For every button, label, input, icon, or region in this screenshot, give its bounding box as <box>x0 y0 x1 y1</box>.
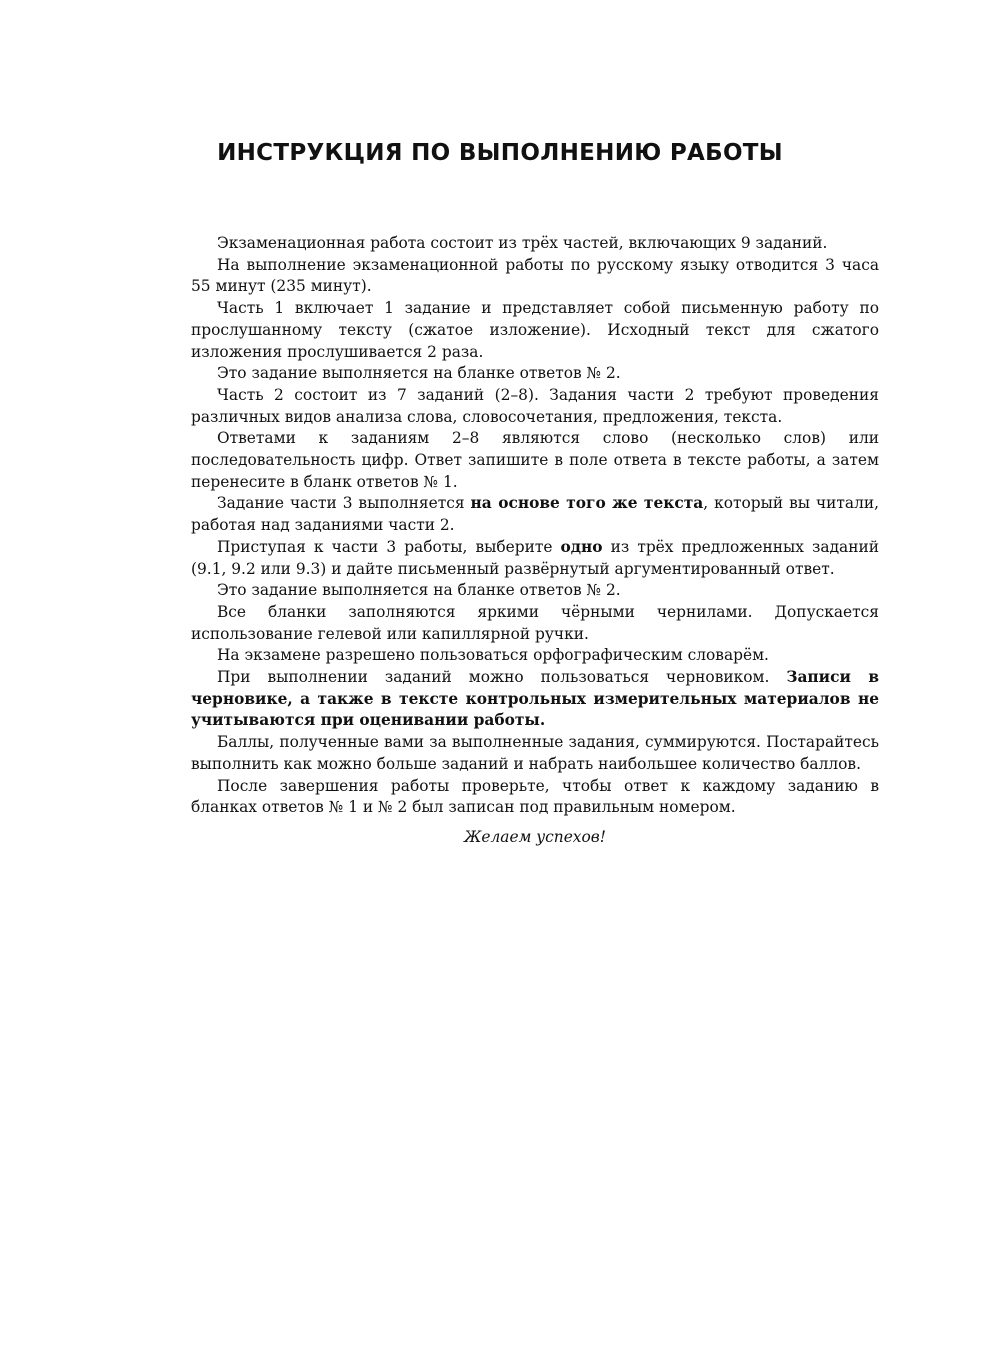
bold-text: одно <box>560 537 603 556</box>
text-segment: Приступая к части 3 работы, выберите <box>217 537 561 556</box>
text-segment: При выполнении заданий можно пользоваться черновиком. <box>217 668 787 687</box>
paragraph-check: После завершения работы проверьте, чтобы ответ к каждому заданию в бланках ответов № 1 и № 2 был записан под правильным номером. <box>191 776 879 817</box>
paragraph-ink: Все бланки заполняются яркими чёрными чернилами. Допускается использование гелевой или капиллярной ручки. <box>191 602 879 643</box>
bold-text: на основе того же текста <box>470 494 704 513</box>
paragraph-choose-task <box>191 537 879 580</box>
paragraph-scores: Баллы, полученные вами за выполненные задания, суммируются. Постарайтесь выполнить как можно больше заданий и набрать наибольшее количество баллов. <box>191 733 879 773</box>
text-segment: из трёх предложенных заданий (9.1, 9.2 или 9.3) и дайте письменный развёрнутый аргументированный ответ. <box>191 537 879 578</box>
paragraph-parts: Экзаменационная работа состоит из трёх частей, включающих 9 заданий. <box>217 234 828 252</box>
closing-wish: Желаем успехов! <box>464 827 606 846</box>
paragraph-time: На выполнение экзаменационной работы по русскому языку отводится 3 часа 55 минут (235 минут). <box>191 255 879 296</box>
paragraph-form-2-note-2: Это задание выполняется на бланке ответов № 2. <box>217 581 621 600</box>
text-segment: Задание части 3 выполняется <box>217 494 471 513</box>
paragraph-part-2: Часть 2 состоит из 7 заданий (2–8). Задания части 2 требуют проведения различных видов анализа слова, словосочетания, предложения, текста. <box>191 385 879 426</box>
paragraph-draft <box>191 667 879 732</box>
paragraph-part-1: Часть 1 включает 1 задание и представляет собой письменную работу по прослушанному тексту (сжатое изложение). Исходный текст для сжатого изложения прослушивается 2 раза. <box>191 299 879 361</box>
instructions-body <box>191 233 879 849</box>
paragraph-answers: Ответами к заданиям 2–8 являются слово (несколько слов) или последовательность цифр. Ответ запишите в поле ответа в тексте работы, а затем перенесите в бланк ответов № 1. <box>191 429 879 491</box>
paragraph-form-2-note: Это задание выполняется на бланке ответов № 2. <box>217 364 621 383</box>
paragraph-dictionary: На экзамене разрешено пользоваться орфографическим словарём. <box>217 646 769 665</box>
bold-text: Записи в черновике, а также в тексте контрольных измерительных материалов не учитываются при оценивании работы. <box>191 668 880 730</box>
paragraph-part-3 <box>191 493 879 536</box>
text-segment: , который вы читали, работая над заданиями части 2. <box>191 494 880 535</box>
page-title: ИНСТРУКЦИЯ ПО ВЫПОЛНЕНИЮ РАБОТЫ <box>217 140 783 166</box>
